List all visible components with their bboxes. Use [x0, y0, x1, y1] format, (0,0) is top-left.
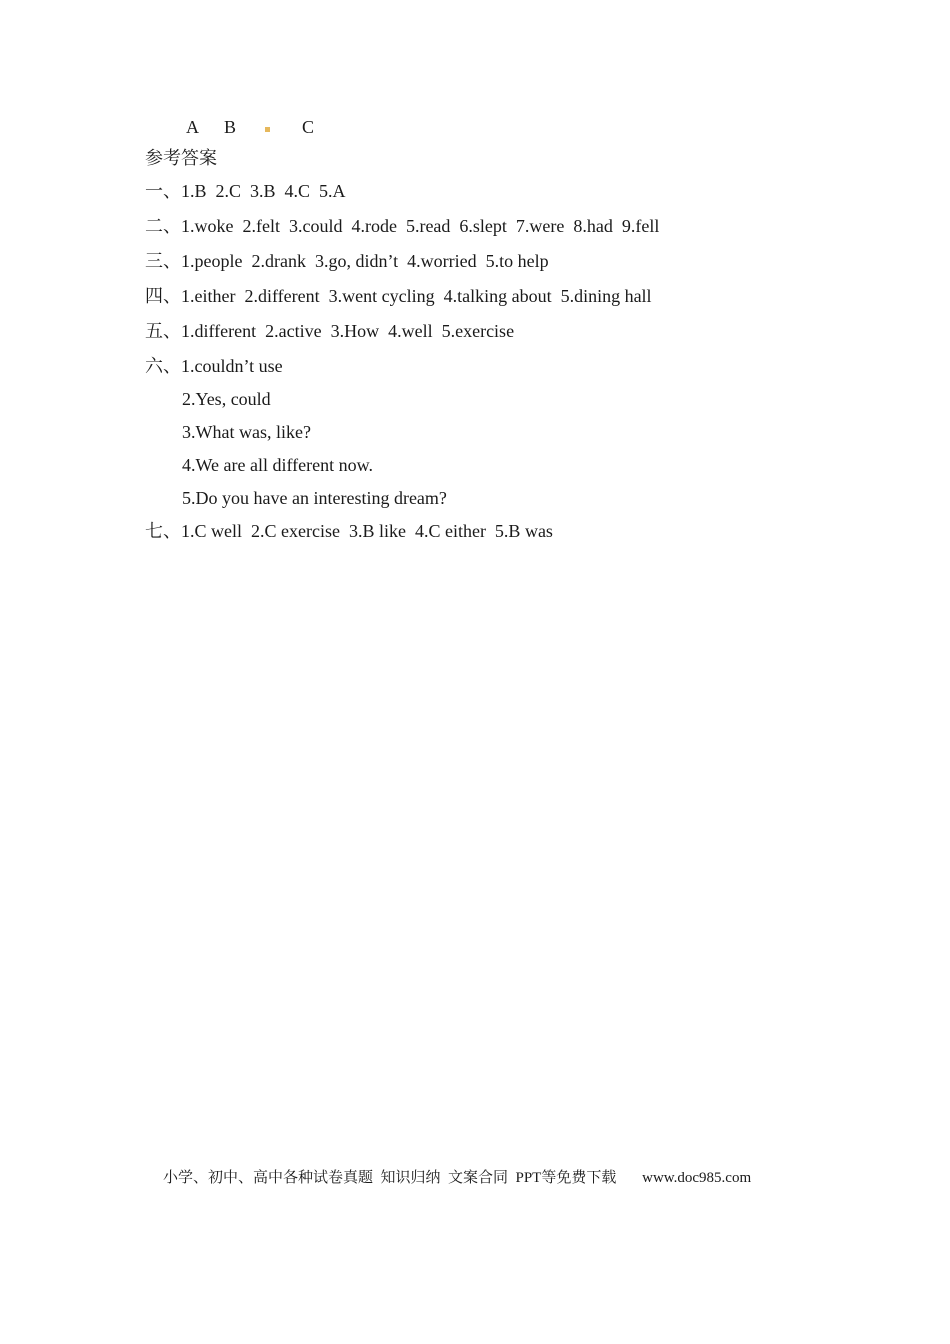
option-a-label: A: [186, 117, 199, 137]
section-number: 五、: [145, 321, 181, 341]
section-number: 六、: [145, 356, 181, 376]
answer-key: [145, 147, 659, 542]
answer-key-heading: 参考答案: [145, 148, 217, 168]
section-6-item: 3.What was, like?: [182, 422, 311, 442]
option-c-label: C: [302, 117, 315, 137]
page-footer: [163, 1168, 751, 1188]
section-number: 三、: [145, 251, 181, 271]
footer-slogan: 小学、初中、高中各种试卷真题 知识归纳 文案合同 PPT等免费下载: [163, 1170, 617, 1186]
section-answers: 1.either 2.different 3.went cycling 4.talking about 5.dining hall: [181, 286, 652, 306]
section-6-item: 4.We are all different now.: [182, 455, 373, 475]
section-number: 七、: [145, 521, 181, 541]
section-number: 一、: [145, 181, 181, 201]
answer-section-3: [145, 250, 659, 272]
answer-section-7: [145, 520, 659, 542]
section-answers: 1.woke 2.felt 3.could 4.rode 5.read 6.slept 7.were 8.had 9.fell: [181, 216, 660, 236]
answer-section-4: [145, 285, 659, 307]
answer-section-6: [145, 355, 659, 377]
option-b-label: B: [224, 117, 237, 137]
section-answers: 1.couldn’t use: [181, 356, 283, 376]
section-answers: 1.C well 2.C exercise 3.B like 4.C either 5.B was: [181, 521, 553, 541]
answer-section-2: [145, 215, 659, 237]
section-answers: 1.B 2.C 3.B 4.C 5.A: [181, 181, 346, 201]
section-6-item: 2.Yes, could: [182, 389, 271, 409]
section-6-item: 5.Do you have an interesting dream?: [182, 488, 447, 508]
section-number: 二、: [145, 216, 181, 236]
section-number: 四、: [145, 286, 181, 306]
section-answers: 1.people 2.drank 3.go, didn’t 4.worried 5.to help: [181, 251, 549, 271]
section-answers: 1.different 2.active 3.How 4.well 5.exercise: [181, 321, 515, 341]
footer-url: www.doc985.com: [642, 1170, 752, 1186]
answer-section-1: [145, 180, 659, 202]
highlight-marker: [265, 127, 270, 132]
answer-section-5: [145, 320, 659, 342]
